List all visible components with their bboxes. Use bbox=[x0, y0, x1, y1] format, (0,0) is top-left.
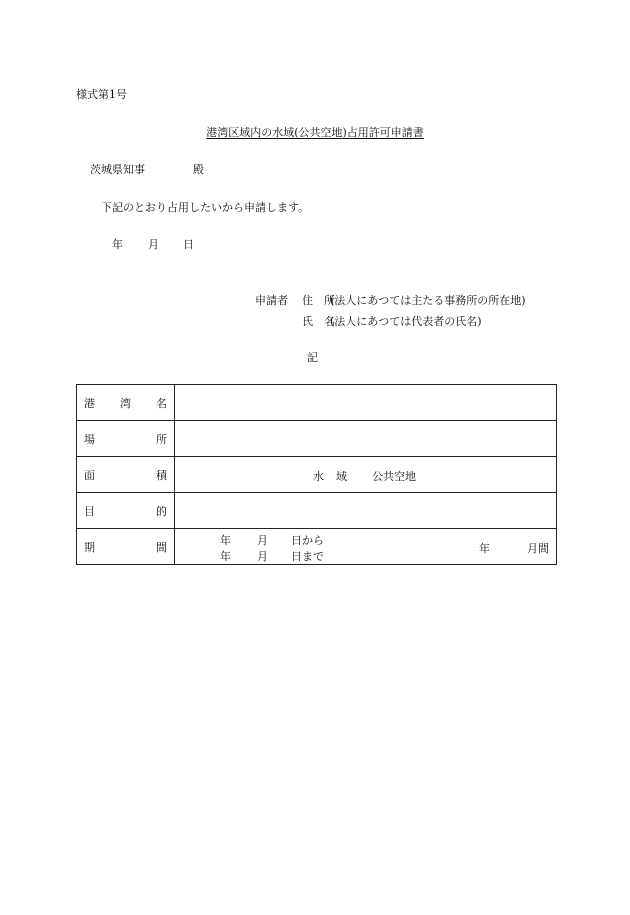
address-note: (法人にあつては主たる事務所の所在地) bbox=[330, 294, 526, 307]
period-to-month: 月 bbox=[257, 550, 268, 563]
purpose-char: 的 bbox=[156, 504, 167, 518]
form-number: 様式第1号 bbox=[76, 88, 127, 101]
application-table bbox=[76, 384, 557, 565]
table-row-port-name bbox=[77, 385, 557, 421]
name-label: 氏 名 bbox=[302, 315, 335, 328]
area-char: 積 bbox=[156, 468, 167, 482]
location-value[interactable] bbox=[175, 421, 557, 457]
table-row-period bbox=[77, 529, 557, 565]
period-value[interactable] bbox=[175, 529, 557, 565]
port-name-label bbox=[77, 385, 175, 421]
purpose-label bbox=[77, 493, 175, 529]
purpose-char: 目 bbox=[84, 504, 95, 518]
period-from-year: 年 bbox=[220, 534, 231, 547]
addressee: 茨城県知事 bbox=[90, 163, 145, 176]
area-label bbox=[77, 457, 175, 493]
period-to-day: 日まで bbox=[291, 550, 324, 563]
purpose-value[interactable] bbox=[175, 493, 557, 529]
period-char: 間 bbox=[156, 540, 167, 554]
date-year-label: 年 bbox=[112, 238, 123, 251]
area-char: 面 bbox=[84, 468, 95, 482]
table-row-area bbox=[77, 457, 557, 493]
document-title-text: 港湾区域内の水域(公共空地)占用許可申請書 bbox=[206, 126, 424, 139]
period-from-month: 月 bbox=[257, 534, 268, 547]
port-name-value[interactable] bbox=[175, 385, 557, 421]
honorific: 殿 bbox=[193, 163, 204, 176]
location-char: 所 bbox=[156, 432, 167, 446]
port-name-char: 湾 bbox=[120, 396, 131, 410]
water-area-char-2: 域 bbox=[336, 470, 347, 483]
table-row-location bbox=[77, 421, 557, 457]
name-note: (法人にあつては代表者の氏名) bbox=[330, 315, 482, 328]
port-name-char: 名 bbox=[156, 396, 167, 410]
port-name-char: 港 bbox=[84, 396, 95, 410]
public-land-label: 公共空地 bbox=[372, 470, 416, 483]
address-label: 住 所 bbox=[302, 294, 335, 307]
water-area-char-1: 水 bbox=[313, 470, 324, 483]
period-char: 期 bbox=[84, 540, 95, 554]
applicant-label: 申請者 bbox=[255, 294, 288, 307]
intro-text: 下記のとおり占用したいから申請します。 bbox=[101, 201, 310, 214]
period-label bbox=[77, 529, 175, 565]
period-from-day: 日から bbox=[291, 534, 324, 547]
document-title bbox=[0, 124, 630, 140]
table-row-purpose bbox=[77, 493, 557, 529]
period-to-year: 年 bbox=[220, 550, 231, 563]
period-total-year: 年 bbox=[479, 542, 490, 555]
ki-heading: 記 bbox=[307, 351, 318, 364]
location-label bbox=[77, 421, 175, 457]
date-day-label: 日 bbox=[183, 238, 194, 251]
period-total-month: 月間 bbox=[527, 542, 549, 555]
area-value[interactable] bbox=[175, 457, 557, 493]
location-char: 場 bbox=[84, 432, 95, 446]
date-month-label: 月 bbox=[148, 238, 159, 251]
